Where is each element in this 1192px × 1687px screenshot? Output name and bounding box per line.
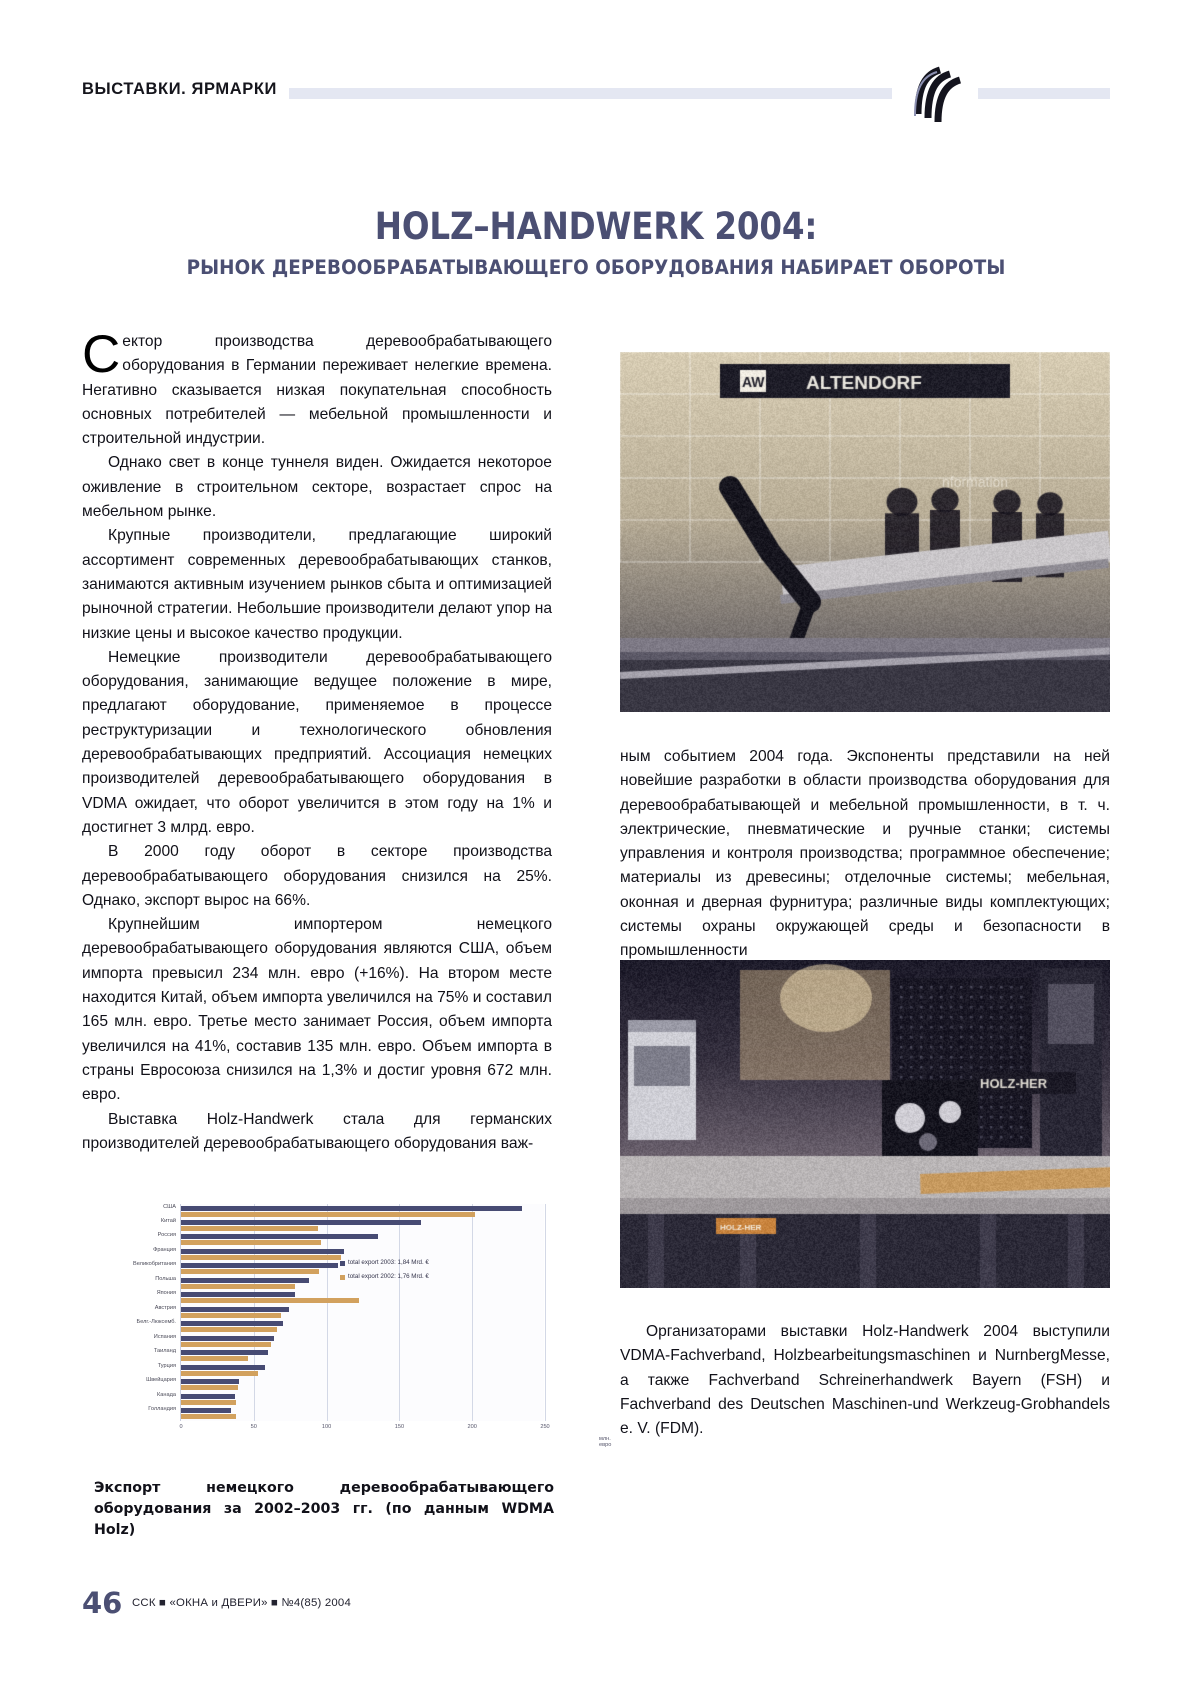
legend-swatch-2002 bbox=[340, 1275, 345, 1280]
chart-caption: Экспорт немецкого деревообрабатывающего оборудования за 2002–2003 гг. (по данным WDMA Holz) bbox=[94, 1480, 554, 1538]
chart-category-label: Швейцария bbox=[146, 1377, 176, 1384]
paragraph bbox=[82, 913, 552, 1107]
chart-category-label: США bbox=[163, 1203, 176, 1210]
chart-category-row bbox=[154, 1304, 544, 1321]
chart-bar bbox=[181, 1342, 271, 1347]
chart-category-label: Австрия bbox=[154, 1304, 176, 1311]
chart-category-row bbox=[157, 1391, 544, 1408]
chart-gridline bbox=[545, 1204, 546, 1421]
swoosh-logo-icon bbox=[892, 62, 978, 124]
paragraph-text: Крупные производители, предлагающие широкий ассортимент современных деревообрабатывающих станков, занимаются активным изучением рынков сбыта и оптимизацией рыночной стратегии. Небольшие производители делают упор на низкие цены и высокое качество продукции. bbox=[82, 527, 552, 642]
paragraph bbox=[82, 524, 552, 645]
legend-item-2003 bbox=[340, 1256, 429, 1270]
chart-category-label: Польша bbox=[155, 1275, 176, 1282]
chart-legend bbox=[340, 1256, 429, 1284]
chart-category-label: Голландия bbox=[148, 1406, 176, 1413]
paragraph bbox=[82, 840, 552, 913]
export-bar-chart bbox=[82, 1200, 612, 1448]
chart-bar bbox=[181, 1385, 238, 1390]
chart-x-tick: 0 bbox=[179, 1424, 183, 1430]
chart-bar bbox=[181, 1336, 274, 1341]
chart-bar bbox=[181, 1400, 236, 1405]
paragraph-text: Немецкие производители деревообрабатывающего оборудования, занимающие ведущее положение в мире, предлагают оборудование, применяемое в процессе реструктуризации и технологического обновления деревообрабатывающих предприятий. Ассоциация немецких производителей деревообрабатывающего оборудования в VDMA ожидает, что оборот увеличится в этом году на 1% и достигнет 3 млрд. евро. bbox=[82, 648, 552, 836]
article-title: HOLZ–HANDWERK 2004: bbox=[374, 205, 818, 248]
chart-bar bbox=[181, 1371, 258, 1376]
chart-bar bbox=[181, 1321, 283, 1326]
chart-category-row bbox=[153, 1348, 544, 1364]
paragraph-text: Однако свет в конце туннеля виден. Ожидается некоторое оживление в строительном секторе, возрастает спрос на мебельном рынке. bbox=[82, 454, 552, 521]
chart-bar bbox=[181, 1226, 318, 1231]
chart-bar bbox=[181, 1206, 522, 1211]
running-head-label: ВЫСТАВКИ. ЯРМАРКИ bbox=[82, 80, 289, 99]
paragraph-text: ным событием 2004 года. Экспоненты представили на ней новейшие разработки в области производства оборудования для деревообрабатывающей и мебельной промышленности, в т. ч. электрические, пневматические и ручные станки; системы управления и контроля производства; программное обеспечение; материалы из древесины; отделочные системы; мебельная, оконная и дверная фурнитура; различные виды комплектующих; системы охраны окружающей среды и безопасности в промышленности bbox=[620, 748, 1110, 960]
running-head bbox=[82, 62, 1110, 102]
chart-category-row bbox=[146, 1377, 544, 1393]
chart-category-label: Япония bbox=[156, 1290, 176, 1297]
paragraph-text: Организаторами выставки Holz-Handwerk 2004 выступили VDMA-Fachverband, Holzbearbeitungsmaschinen и NurnbergMesse, а также Fachverband Schreinerhandwerk Bayern (FSH) и Fachverband des Deutschen Maschinen-und Werkzeug-Grobhandels e. V. (FDM). bbox=[620, 1323, 1110, 1438]
chart-category-label: Россия bbox=[157, 1232, 176, 1239]
chart-category-label: Белг.-Люксемб. bbox=[136, 1319, 176, 1326]
chart-bar bbox=[181, 1292, 295, 1297]
chart-bar bbox=[181, 1350, 268, 1355]
chart-category-row bbox=[160, 1217, 544, 1234]
chart-x-tick: 200 bbox=[467, 1424, 477, 1430]
photo-exhibition-altendorf-booth bbox=[620, 352, 1110, 712]
chart-category-row bbox=[157, 1232, 544, 1248]
photo-canvas-top bbox=[620, 352, 1110, 712]
photo-canvas-bottom bbox=[620, 960, 1110, 1288]
chart-bar bbox=[181, 1414, 236, 1419]
chart-category-label: Франция bbox=[153, 1246, 176, 1253]
paragraph bbox=[620, 745, 1110, 964]
chart-bar bbox=[181, 1212, 475, 1217]
chart-category-row bbox=[136, 1319, 544, 1335]
chart-category-label: Великобритания bbox=[133, 1261, 176, 1268]
chart-bar bbox=[181, 1365, 265, 1370]
legend-label-2003: total export 2003: 1,84 Mrd. € bbox=[348, 1259, 429, 1266]
chart-bar bbox=[181, 1249, 344, 1254]
paragraph bbox=[620, 1320, 1110, 1441]
imprint-line: ССК ■ «ОКНА и ДВЕРИ» ■ №4(85) 2004 bbox=[132, 1597, 351, 1609]
paragraph bbox=[82, 646, 552, 840]
paragraph-text: ектор производства деревообрабатывающего оборудования в Германии переживает нелегкие времена. Негативно сказывается низкая покупательная способность основных потребителей — мебельной промышленности и строительной индустрии. bbox=[82, 333, 552, 448]
drop-cap: С bbox=[82, 325, 121, 384]
chart-category-label: Канада bbox=[157, 1391, 176, 1398]
chart-axis-unit-label: млн. евро bbox=[599, 1436, 612, 1448]
chart-category-row bbox=[163, 1203, 544, 1220]
chart-bar bbox=[181, 1379, 239, 1384]
paragraph-text: Выставка Holz-Handwerk стала для германских производителей деревообрабатывающего оборудования важ- bbox=[82, 1110, 552, 1152]
chart-bar bbox=[181, 1284, 295, 1289]
chart-category-row bbox=[157, 1362, 544, 1379]
legend-item-2002 bbox=[340, 1270, 429, 1284]
chart-bar bbox=[181, 1255, 341, 1260]
legend-swatch-2003 bbox=[340, 1261, 345, 1266]
paragraph-text: Крупнейшим импортером немецкого деревообрабатывающего оборудования являются США, объем импорта превысил 234 млн. евро (+16%). На втором месте находится Китай, объем импорта увеличился на 75% и составил 165 млн. евро. Третье место занимает Россия, объем импорта увеличился на 41%, составив 135 млн. евро. Объем импорта в страны Евросоюза снизился на 1,3% и достиг уровня 672 млн. евро. bbox=[82, 916, 552, 1104]
chart-bar bbox=[181, 1234, 378, 1239]
chart-category-label: Таиланд bbox=[153, 1348, 176, 1355]
body-column-left bbox=[82, 325, 552, 1156]
chart-bar bbox=[181, 1240, 321, 1245]
body-column-right bbox=[620, 745, 1110, 964]
chart-bar bbox=[181, 1269, 319, 1274]
chart-bar bbox=[181, 1356, 248, 1361]
chart-category-row bbox=[148, 1406, 544, 1422]
chart-bar bbox=[181, 1298, 359, 1303]
chart-x-tick: 50 bbox=[250, 1424, 257, 1430]
chart-bar bbox=[181, 1327, 277, 1332]
chart-plot-area bbox=[133, 1203, 612, 1448]
chart-x-tick: 100 bbox=[321, 1424, 332, 1430]
chart-bar bbox=[181, 1278, 309, 1283]
chart-x-tick: 150 bbox=[394, 1424, 405, 1430]
page-number: 46 bbox=[82, 1586, 123, 1620]
chart-bar bbox=[181, 1263, 338, 1268]
paragraph bbox=[82, 325, 552, 451]
chart-bar bbox=[181, 1394, 235, 1399]
chart-category-label: Турция bbox=[157, 1362, 176, 1369]
legend-label-2002: total export 2002: 1,76 Mrd. € bbox=[348, 1273, 429, 1280]
paragraph bbox=[82, 1108, 552, 1157]
paragraph bbox=[82, 451, 552, 524]
chart-category-row bbox=[156, 1290, 544, 1306]
chart-bar bbox=[181, 1307, 289, 1312]
chart-x-tick: 250 bbox=[540, 1424, 550, 1430]
chart-bar bbox=[181, 1220, 421, 1225]
photo-exhibition-holz-her-machine bbox=[620, 960, 1110, 1288]
chart-bar bbox=[181, 1408, 231, 1413]
chart-category-row bbox=[153, 1333, 544, 1350]
article-subtitle: РЫНОК ДЕРЕВООБРАБАТЫВАЮЩЕГО ОБОРУДОВАНИЯ НАБИРАЕТ ОБОРОТЫ bbox=[186, 256, 1006, 279]
chart-category-label: Китай bbox=[160, 1217, 176, 1224]
body-column-right-lower bbox=[620, 1320, 1110, 1441]
paragraph-text: В 2000 году оборот в секторе производства деревообрабатывающего оборудования снизился на 25%. Однако, экспорт вырос на 66%. bbox=[82, 843, 552, 909]
chart-bar bbox=[181, 1313, 281, 1318]
chart-category-label: Испания bbox=[153, 1333, 176, 1340]
